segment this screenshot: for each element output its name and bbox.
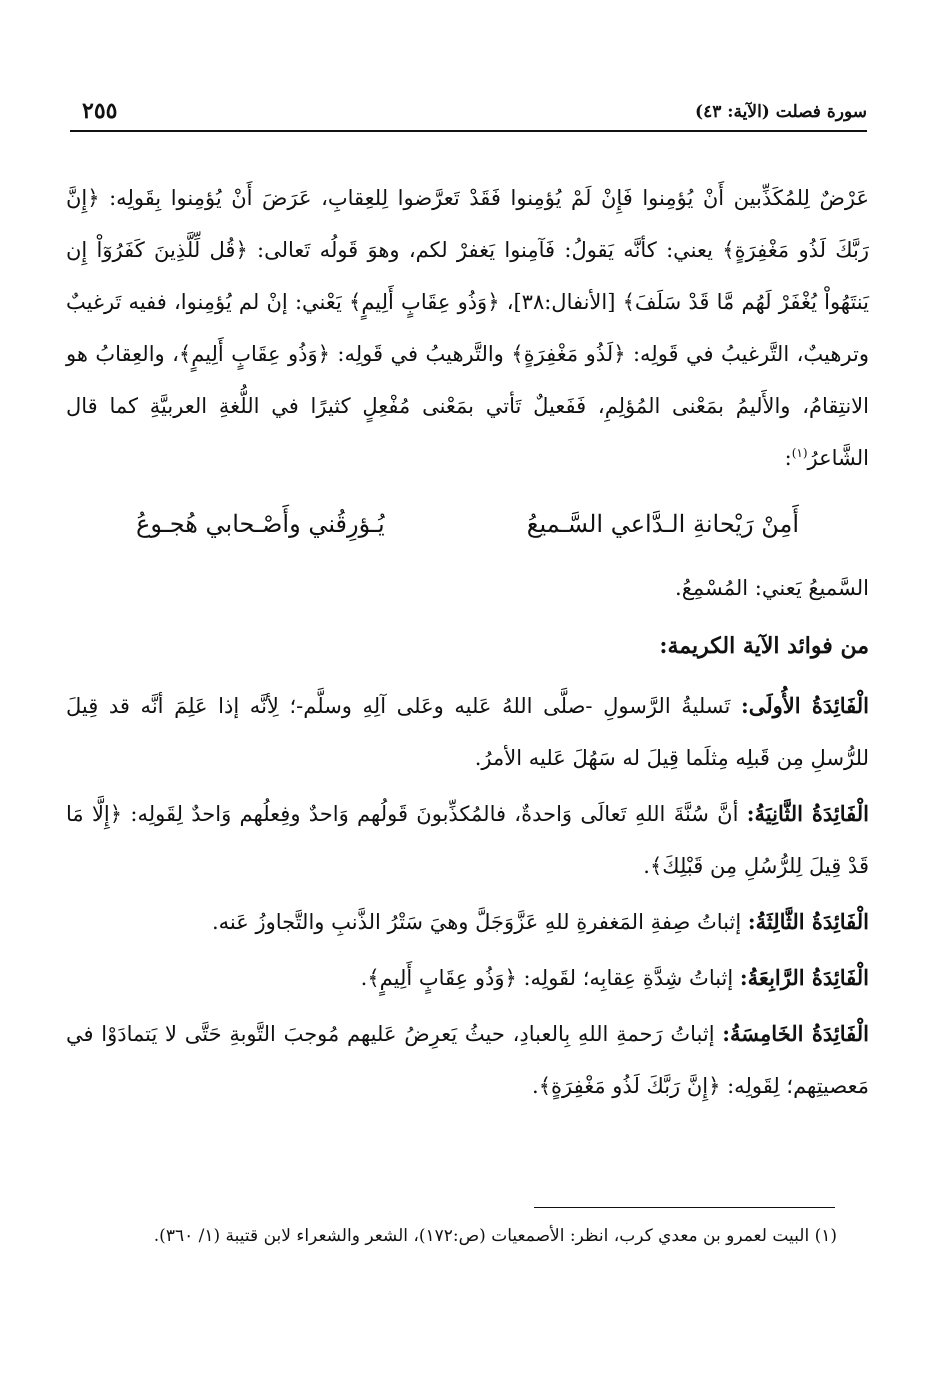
explanation-paragraph: السَّميعُ يَعني: المُسْمِعُ.: [675, 576, 869, 600]
intro-paragraph: [66, 172, 869, 484]
benefit-2-label: الْفَائِدَةُ الثَّانِيَةُ:: [746, 801, 869, 826]
benefit-5-label: الْفَائِدَةُ الخَامِسَةُ:: [722, 1021, 869, 1046]
poem-first-hemistich: أَمِنْ رَيْحانةِ الـدَّاعي السَّـميعُ: [526, 510, 799, 538]
benefit-5-text: إثباتُ رَحمةِ اللهِ بِالعبادِ، حيثُ يَعرِضُ عَليهم مُوجبَ التَّوبةِ حَتَّى لا يَتمادَوْا في مَعصيتِهم؛ لِقَولِه: ﴿إِنَّ رَبَّكَ لَذُو مَغْفِرَةٍ﴾.: [66, 1022, 869, 1098]
footnote: (١) البيت لعمرو بن معدي كرب، انظر: الأصمعيات (ص:١٧٢)، الشعر والشعراء لابن قتيبة (١/ ٣٦٠).: [153, 1226, 837, 1246]
page-header: [70, 96, 867, 136]
benefit-1: [66, 680, 869, 784]
benefit-2: [66, 788, 869, 892]
benefit-4: [66, 952, 869, 1004]
poem-verse: [66, 498, 869, 550]
intro-text: عَرْضٌ لِلمُكَذِّبين أَنْ يُؤمِنوا فَإِنْ لَمْ يُؤمِنوا فَقَدْ تَعرَّضوا لِلعِقابِ، عَرَضَ أَنْ يُؤمِنوا بِقَولِه: ﴿إِنَّ رَبَّكَ لَذُو مَغْفِرَةٍ﴾ يعني: كأنَّه يَقولُ: فَآمِنوا يَغفرْ لكم، وهوَ قَولُه تَعالى: ﴿قُل لِّلَّذِينَ كَفَرُوٓاْ إِن يَنتَهُواْ يُغْفَرْ لَهُم مَّا قَدْ سَلَفَ﴾ [الأنفال:٣٨]، ﴿وَذُو عِقَابٍ أَلِيمٍ﴾ يَعْني: إنْ لم يُؤمِنوا، ففيه تَرغيبٌ وترهيبٌ، التَّرغيبُ في قَولِه: ﴿لَذُو مَغْفِرَةٍ﴾ والتَّرهيبُ في قَولِه: ﴿وَذُو عِقَابٍ أَلِيمٍ﴾، والعِقابُ هو الانتِقامُ، والأَليمُ بمَعْنى المُؤلِمِ، فَفَعيلٌ تَأتي بمَعْنى مُفْعِلٍ كثيرًا في اللُّغةِ العربيَّةِ كما قال الشَّاعرُ: [66, 186, 869, 470]
surah-title: سورة فصلت (الآية: ٤٣): [695, 102, 867, 122]
footnote-ref: (١): [791, 446, 808, 460]
header-divider: [70, 130, 867, 132]
benefit-3: [66, 896, 869, 948]
page-number: ٢٥٥: [82, 98, 118, 124]
intro-end: :: [784, 446, 792, 470]
benefit-1-text: تَسليةُ الرَّسولِ -صلَّى اللهُ عَليه وعَلى آلِهِ وسلَّم-؛ لِأنَّه إذا عَلِمَ أنَّه قد قِيلَ للرُّسلِ مِن قَبلِه مِثلَما قِيلَ له سَهُلَ عَليه الأمرُ.: [66, 694, 869, 770]
benefit-2-text: أنَّ سُنَّةَ اللهِ تَعالَى وَاحدةٌ، فالمُكذِّبونَ قَولُهم وَاحدٌ وفِعلُهم وَاحدٌ لِقَولِه: ﴿إِلَّا مَا قَدْ قِيلَ لِلرُّسُلِ مِن قَبْلِكَ﴾.: [66, 802, 869, 878]
benefit-5: [66, 1008, 869, 1112]
page-body: [66, 172, 869, 1112]
footnote-divider: [534, 1207, 835, 1208]
benefit-3-label: الْفَائِدَةُ الثَّالِثَةُ:: [747, 909, 869, 934]
benefit-1-label: الْفَائِدَةُ الأُولَى:: [741, 693, 869, 718]
benefit-3-text: إثباتُ صِفةِ المَغفرةِ للهِ عَزَّوَجَلَّ وهيَ سَتْرُ الذَّنبِ والتَّجاوزُ عَنه.: [212, 910, 742, 934]
section-heading: من فوائد الآية الكريمة:: [659, 633, 869, 659]
benefit-4-label: الْفَائِدَةُ الرَّابِعَةُ:: [739, 965, 869, 990]
benefit-4-text: إثباتُ شِدَّةِ عِقابِه؛ لقَولِه: ﴿وَذُو عِقَابٍ أَلِيمٍ﴾.: [360, 966, 734, 990]
poem-second-hemistich: يُـؤرِقُني وأَصْـحابي هُجـوعُ: [136, 510, 385, 538]
